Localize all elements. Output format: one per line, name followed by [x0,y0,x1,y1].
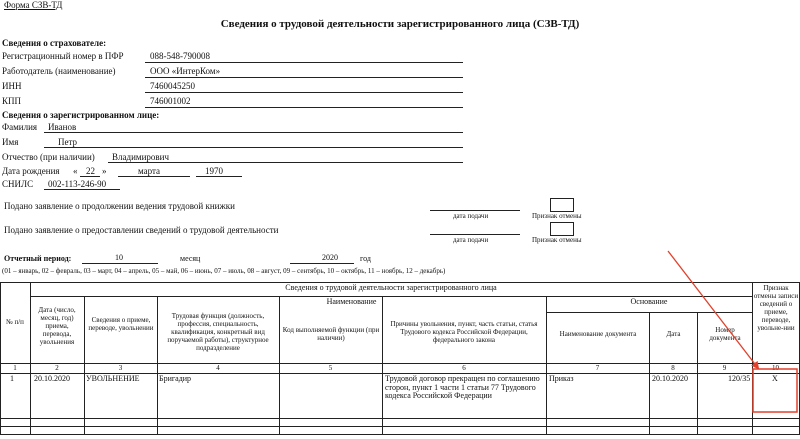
row-reasons: Трудовой договор прекращен по соглашению сторон, пункт 1 части 1 статьи 77 Трудового кодекса Российской Федерации [385,375,540,400]
snils-value: 002-113-246-90 [48,179,107,189]
surname-label: Фамилия [2,122,38,132]
index-1: 1 [13,364,17,372]
snils-label: СНИЛС [2,179,34,189]
continue-book-label: Подано заявление о продолжении ведения трудовой книжки [4,201,235,211]
index-2: 2 [55,364,59,372]
patronymic-value: Владимирович [112,152,169,162]
row-date: 20.10.2020 [34,375,70,383]
reg-number-label: Регистрационный номер в ПФР [2,51,124,61]
surname-value: Иванов [48,122,77,132]
dob-label: Дата рождения [2,166,60,176]
index-8: 8 [671,364,675,372]
period-month-label: месяц [180,254,201,263]
header-col-function: Трудовая функция (должность, профессия, специальность, квалификация, конкретный вид поручаемой работы), структурное подразделение [167,312,269,352]
provide-info-label: Подано заявление о предоставлении сведений о трудовой деятельности [4,225,279,235]
employer-value: ООО «ИнтерКом» [150,66,221,76]
header-col-date: Дата (число, месяц, год) приема, перевода, увольнения [38,306,76,346]
person-heading: Сведения о зарегистрированном лице: [2,110,160,120]
employer-label: Работодатель (наименование) [2,66,116,76]
annotation-arrow [668,251,758,368]
period-legend: (01 – январь, 02 – февраль, 03 – март, 04 – апрель, 05 – май, 06 – июнь, 07 – июль, 08 – август, 09 – сентябрь, 10 – октябрь, 11 – ноябрь, 12 – декабрь) [2,267,446,275]
continue-date-caption: дата подачи [453,212,489,220]
continue-cancel-caption: Признак отмены [532,212,582,220]
row-docname: Приказ [549,375,574,383]
period-year-label: год [360,254,371,263]
row-info: УВОЛЬНЕНИЕ [86,375,140,383]
inn-value: 7460045250 [150,81,195,91]
header-col-cancel: Признак отмены записи сведений о приеме, переводе, увольне-нии [753,284,799,332]
name-value: Петр [58,137,78,147]
period-month-value: 10 [115,253,123,262]
provide-date-caption: дата подачи [453,236,489,244]
dob-month: марта [138,166,161,176]
row-function: Бригадир [159,375,192,383]
dob-year: 1970 [205,166,223,176]
name-label: Имя [2,137,19,147]
form-label: Форма СЗВ-ТД [4,0,63,10]
header-group-basis: Основание [630,298,668,306]
dob-open-quote: « [73,166,78,176]
page-title: Сведения о трудовой деятельности зарегистрированного лица (СЗВ-ТД) [220,18,580,30]
header-group-main: Сведения о трудовой деятельности зарегистрированного лица [285,284,497,292]
provide-cancel-caption: Признак отмены [532,236,582,244]
row-docnum: 120/35 [728,375,751,383]
header-col-docname: Наименование документа [559,330,637,338]
index-9: 9 [722,364,727,372]
row-cancel: Х [772,375,778,383]
dob-day: 22 [86,166,95,176]
header-col-reasons: Причины увольнения, пункт, часть статьи, статья Трудового кодекса Российской Федерации, федерального закона [390,320,538,344]
kpp-label: КПП [2,96,22,106]
header-col-code: Код выполняемой функции (при наличии) [282,326,380,342]
period-year-value: 2020 [322,253,338,262]
row-num: 1 [10,375,14,383]
annotation-highlight-box [753,369,797,412]
header-col-info: Сведения о приеме, переводе, увольнении [88,316,154,332]
index-3: 3 [118,364,123,372]
patronymic-label: Отчество (при наличии) [2,152,95,162]
insurer-heading: Сведения о страхователе: [2,38,107,48]
index-10: 10 [772,364,779,372]
index-5: 5 [328,364,333,372]
reg-number-value: 088-548-790008 [150,51,210,61]
index-7: 7 [595,364,600,372]
dob-close-quote: » [102,166,107,176]
row-docdate: 20.10.2020 [652,375,688,383]
kpp-value: 746001002 [150,96,191,106]
header-col-docdate: Дата [666,330,681,338]
header-col-docnum: Номер документа [709,326,741,342]
header-col-num: № п/п [6,318,24,326]
period-label: Отчетный период: [4,254,72,263]
index-4: 4 [216,364,220,372]
index-6: 6 [462,364,466,372]
inn-label: ИНН [2,81,22,91]
header-group-name: Наименование [326,298,377,306]
